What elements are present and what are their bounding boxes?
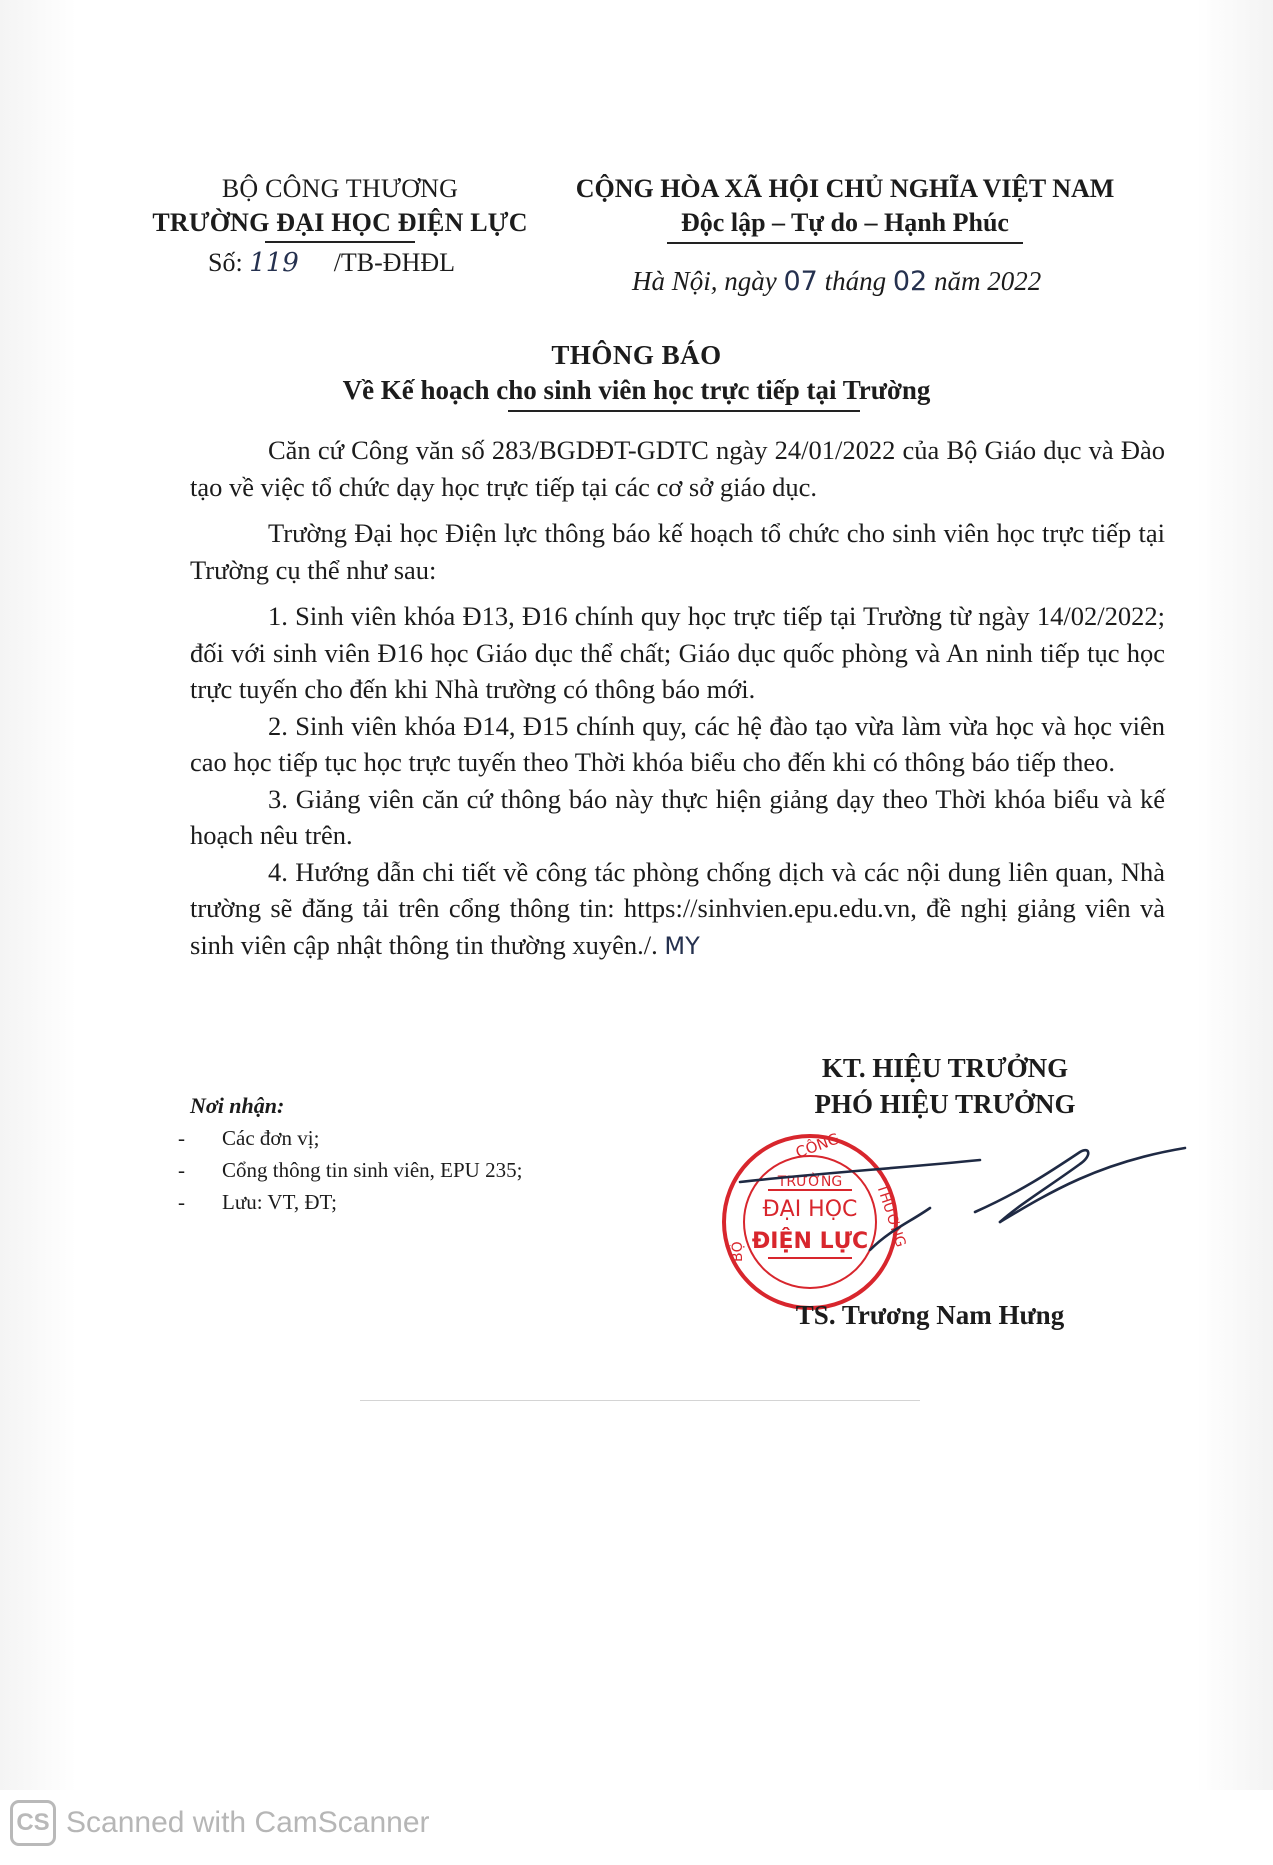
year-text: năm 2022 — [933, 266, 1042, 296]
camscanner-footer — [0, 1790, 1273, 1865]
seal-text-dai-hoc: ĐẠI HỌC — [762, 1197, 858, 1222]
doc-number-suffix: /TB-ĐHĐL — [333, 248, 456, 277]
seal-text-cong: CÔNG — [793, 1129, 842, 1162]
day-handwritten: 07 — [783, 266, 818, 297]
issuer-header — [140, 172, 540, 243]
document-body — [190, 432, 1165, 964]
date-line — [632, 266, 1041, 297]
item-4 — [190, 854, 1165, 965]
recipients-list — [178, 1122, 523, 1218]
university-name: TRƯỜNG ĐẠI HỌC ĐIỆN LỰC — [152, 208, 528, 237]
seal-text-thuong: THƯƠNG — [873, 1182, 909, 1250]
ministry-name: BỘ CÔNG THƯƠNG — [221, 174, 459, 203]
issuer-underline — [265, 241, 415, 243]
motto-underline — [667, 242, 1023, 244]
seal-and-signature — [720, 1112, 1200, 1332]
paragraph-legal-basis: Căn cứ Công văn số 283/BGDĐT-GDTC ngày 24/01/2022 của Bộ Giáo dục và Đào tạo về việc tổ chức dạy học trực tiếp tại các cơ sở giáo dục. — [190, 435, 1165, 502]
document-subtitle: Về Kế hoạch cho sinh viên học trực tiếp tại Trường — [342, 375, 931, 405]
month-handwritten: 02 — [892, 266, 928, 297]
month-label: tháng — [824, 266, 887, 296]
national-motto: Độc lập – Tự do – Hạnh Phúc — [681, 208, 1009, 237]
date-prefix: Hà Nội, ngày — [632, 266, 777, 296]
recipients-block — [178, 1090, 523, 1218]
seal-text-truong: TRƯỜNG — [777, 1174, 843, 1190]
signature-line-2: PHÓ HIỆU TRƯỞNG — [814, 1089, 1076, 1119]
seal-text-dien-luc: ĐIỆN LỰC — [751, 1229, 869, 1254]
item-3: 3. Giảng viên căn cứ thông báo này thực hiện giảng dạy theo Thời khóa biểu và kế hoạch nêu trên. — [190, 783, 1165, 850]
official-seal — [724, 1136, 896, 1308]
item-2: 2. Sinh viên khóa Đ14, Đ15 chính quy, các hệ đào tạo vừa làm vừa học và học viên cao học tiếp tục học trực tuyến theo Thời khóa biểu cho đến khi có thông báo tiếp theo. — [190, 710, 1165, 777]
list-item: - Các đơn vị; — [178, 1126, 320, 1150]
item-1: 1. Sinh viên khóa Đ13, Đ16 chính quy học trực tiếp tại Trường từ ngày 14/02/2022; đối với sinh viên Đ16 học Giáo dục thể chất; Giáo dục quốc phòng và An ninh tiếp tục học trực tuyến cho đến khi Nhà trường có thông báo mới. — [190, 601, 1165, 704]
camscanner-logo-icon: CS — [10, 1800, 56, 1846]
country-name: CỘNG HÒA XÃ HỘI CHỦ NGHĨA VIỆT NAM — [575, 174, 1115, 203]
bottom-divider — [360, 1400, 920, 1401]
document-number — [208, 248, 455, 278]
document-title: THÔNG BÁO — [551, 340, 722, 370]
initials-handwritten: MY — [664, 931, 700, 960]
item-4-text: 4. Hướng dẫn chi tiết về công tác phòng chống dịch và các nội dung liên quan, Nhà trường sẽ đăng tải trên cổng thông tin: https://sinhvien.epu.edu.vn, đề nghị giảng viên và sinh viên cập nhật thông tin thường xuyên./. — [190, 856, 1165, 960]
list-item: - Cổng thông tin sinh viên, EPU 235; — [178, 1158, 523, 1182]
national-header — [575, 172, 1115, 244]
paragraph-intro: Trường Đại học Điện lực thông báo kế hoạch tổ chức cho sinh viên học trực tiếp tại Trường cụ thể như sau: — [190, 518, 1165, 585]
list-item: - Lưu: VT, ĐT; — [178, 1190, 338, 1214]
camscanner-watermark: Scanned with CamScanner — [66, 1806, 430, 1839]
signature-line-1: KT. HIỆU TRƯỞNG — [821, 1053, 1069, 1083]
subtitle-underline — [508, 410, 860, 412]
signer-name: TS. Trương Nam Hưng — [795, 1300, 1065, 1330]
doc-number-handwritten: 119 — [249, 248, 299, 278]
doc-number-label: Số: — [208, 248, 243, 277]
seal-text-bo: BỘ — [730, 1241, 746, 1262]
recipients-heading: Nơi nhận: — [190, 1093, 285, 1118]
